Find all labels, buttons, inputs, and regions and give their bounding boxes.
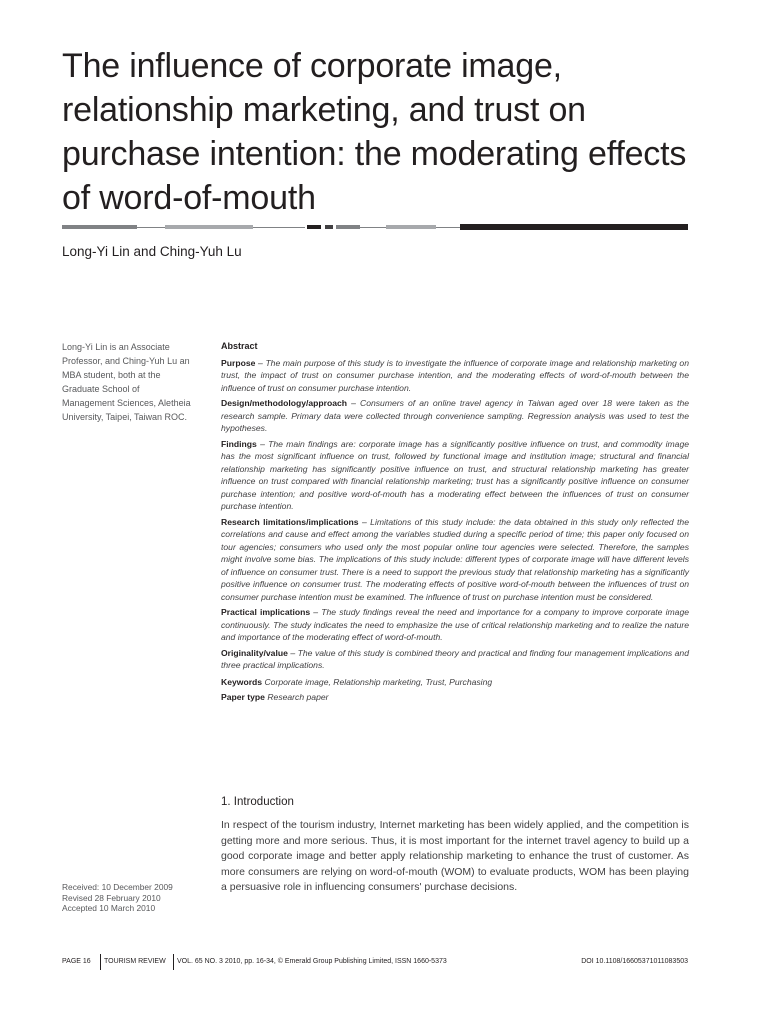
abstract-text: The value of this study is combined theory and practical and finding four management implications and three practical implications. [221, 647, 689, 670]
introduction-paragraph: In respect of the tourism industry, Internet marketing has been widely applied, and the competition is getting more and more serious. Thus, it is most important for the internet travel agency to build up a good corporate image and better apply relationship marketing to enhance the trust of customer. As more consumers are relying on word-of-mouth (WOM) to evaluate products, WOM has been playing a persuasive role in influencing consumers' purchase decisions. [221, 819, 689, 893]
rule-segment-2 [137, 227, 165, 228]
author-affiliation: Long-Yi Lin is an Associate Professor, and Ching-Yuh Lu an MBA student, both at the Graduate School of Management Sciences, Aletheia University, Taipei, Taiwan ROC. [62, 342, 191, 422]
rule-segment-8 [360, 227, 386, 228]
abstract-section-findings [221, 438, 689, 513]
rule-segment-10 [436, 227, 460, 228]
abstract-section-originality [221, 647, 689, 672]
footer-page-number: PAGE 16 [62, 958, 91, 965]
page-footer [62, 958, 688, 972]
abstract-label: Practical implications [221, 607, 311, 617]
abstract-separator: – [310, 607, 322, 617]
decorative-title-rule [62, 224, 688, 231]
abstract-label: Research limitations/implications [221, 516, 359, 527]
abstract-label: Purpose [221, 357, 256, 368]
footer-journal-name: TOURISM REVIEW [104, 958, 166, 965]
revised-date: Revised 28 February 2010 [62, 892, 161, 903]
keywords-text: Corporate image, Relationship marketing, Trust, Purchasing [264, 676, 493, 687]
keywords-label: Keywords [221, 676, 263, 687]
abstract-text: Consumers of an online travel agency in Taiwan aged over 18 were taken as the research sample. Primary data were collected through convenience sampling. Regression analysis was used to test the hypotheses. [221, 398, 690, 433]
footer-citation: VOL. 65 NO. 3 2010, pp. 16-34, © Emerald Group Publishing Limited, ISSN 1660-5373 [177, 958, 447, 965]
article-title: The influence of corporate image, relationship marketing, and trust on purchase intention: the moderating effects of word-of-mouth [62, 47, 687, 217]
rule-segment-7 [336, 225, 360, 229]
rule-segment-1 [62, 225, 137, 229]
abstract-separator: – [358, 516, 371, 527]
abstract-label: Findings [221, 438, 257, 449]
abstract-section-limitations [221, 516, 689, 604]
abstract-separator: – [256, 438, 269, 449]
authors: Long-Yi Lin and Ching-Yuh Lu [62, 244, 242, 259]
rule-segment-5 [307, 225, 321, 229]
abstract-section-purpose [221, 357, 689, 395]
abstract-text: The main purpose of this study is to investigate the influence of corporate image and relationship marketing on trust, the impact of trust on consumer purchase intention, and the moderating effects of word-of-mouth between the influence of trust on consumer purchase intention. [221, 357, 689, 393]
abstract-separator: – [255, 357, 266, 368]
abstract-text: The main findings are: corporate image has a significantly positive influence on trust, and commodity image has the most significant influence on trust, followed by functional image and institution image; structural and financial relationship marketing has significantly positive influence on trust, and structural relationship marketing has greater influence on trust compared with financial relationship marketing; trust has a significantly positive influence on consumer purchase intention; and positive word-of-mouth has a moderating effect between the influences of trust on consumer purchase intention. [221, 438, 690, 511]
section-heading-introduction: 1. Introduction [221, 796, 294, 808]
abstract-text: Limitations of this study include: the data obtained in this study only reflected the correlations and cause and effect among the variables studied during a specific period of time; this paper only focused on tour agencies; consumers who used only the most popular online tour agencies were selected. Therefore, the samples might involve some bias. The implications of this study include: different types of corporate image will have different levels of influence on consumer trust. There is a need to support the previous study that relationship marketing has a significantly positive influence on consumer trust. The moderating effects of positive word-of-mouth between the influences of trust on consumer purchase intention must be examined. The influence of trust on purchase intention must be considered. [221, 516, 689, 602]
rule-segment-9 [386, 225, 436, 229]
received-date: Received: 10 December 2009 [62, 882, 173, 892]
submission-dates [62, 882, 173, 914]
paper-type-label: Paper type [221, 692, 265, 702]
rule-segment-3 [165, 225, 253, 229]
abstract-heading: Abstract [221, 341, 258, 351]
abstract-separator: – [287, 647, 298, 658]
rule-segment-6 [325, 225, 333, 229]
abstract-section-design [221, 397, 689, 435]
footer-doi: DOI 10.1108/16605371011083503 [581, 958, 688, 965]
footer-divider [173, 954, 174, 970]
paper-type-line [221, 691, 689, 704]
keywords-line [221, 676, 689, 689]
abstract-label: Originality/value [221, 647, 288, 658]
paper-type-text: Research paper [267, 692, 329, 702]
accepted-date: Accepted 10 March 2010 [62, 903, 156, 913]
footer-divider [100, 954, 101, 970]
abstract-section-practical [221, 606, 689, 644]
rule-segment-4 [253, 227, 305, 228]
abstract-separator: – [347, 398, 360, 408]
abstract-text: The study findings reveal the need and importance for a company to improve corporate image continuously. The study indicates the need to emphasize the use of critical relationship marketing and to realize the nature and importance of the moderating effect of word-of-mouth. [221, 607, 690, 642]
rule-segment-11 [460, 224, 688, 230]
abstract [221, 340, 689, 707]
abstract-label: Design/methodology/approach [221, 398, 348, 408]
